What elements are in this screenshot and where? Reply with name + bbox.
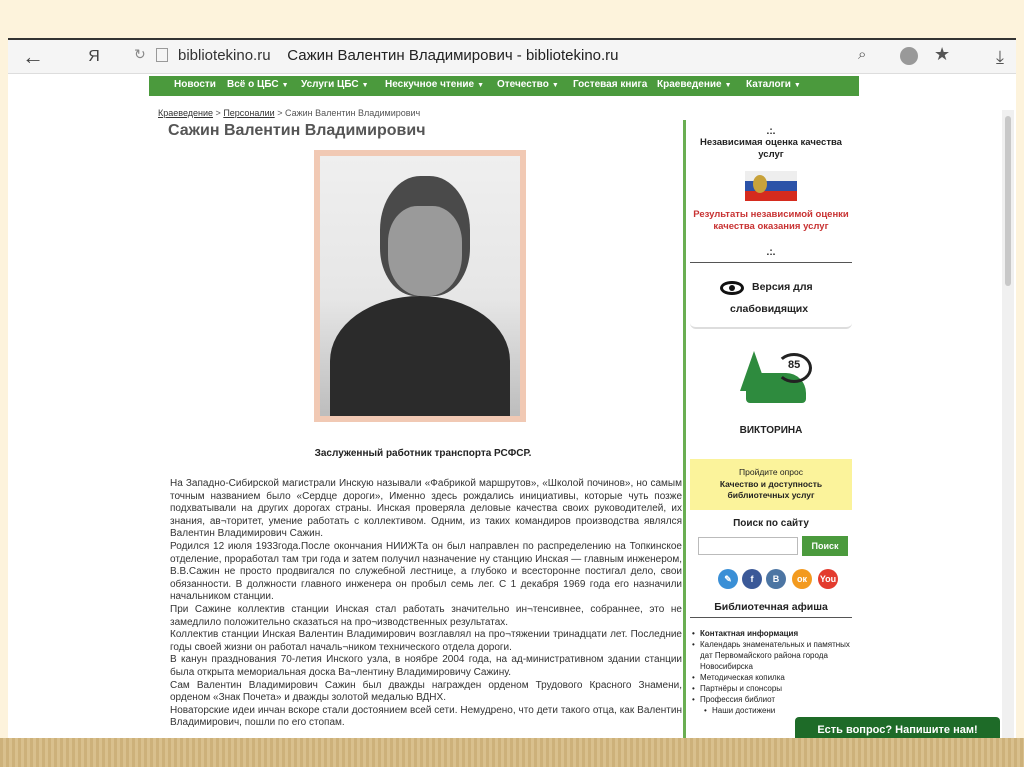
article-paragraph: Родился 12 июля 1933года.После окончания НИИЖТа он был направлен по распределению на Топкинское отделение, проработал там три года и затем получил назначение ну станцию Инская — главным инженером, В.В.Сажин не просто продвигался по служебной лестнице, а глубоко и всесторонне постигал дело, свои обязанности. В должности главного инженера он пробыл семь лег. С 1 декабря 1969 года его назначили начальником станции. [170, 540, 682, 603]
ask-question-button[interactable]: Есть вопрос? Напишите нам! [795, 717, 1000, 738]
article-paragraph: Новаторские идеи инчан вскоре стали достоянием всей сети. Немудрено, что дети такого отца, как Валентин Владимирович, пошли по его стопам. [170, 704, 682, 729]
quiz-banner[interactable] [690, 329, 852, 459]
article-paragraph: Коллектив станции Инская Валентин Владимирович возглавлял на про¬тяжении тринадцати лет. Последние годы своей жизни он работал началь¬ником технического отдела дороги. [170, 629, 682, 653]
nav-item-label: Услуги ЦБС [301, 79, 359, 90]
search-input[interactable] [698, 537, 798, 555]
page-scrollbar[interactable] [1002, 110, 1014, 738]
slide-top-band [0, 0, 1024, 38]
survey-line-2: Качество и доступность библиотечных услуг [719, 478, 823, 500]
zoom-icon[interactable]: ⌕ [858, 46, 867, 63]
youtube-icon[interactable]: You [818, 569, 838, 589]
main-nav [149, 76, 859, 96]
eye-icon [720, 281, 744, 295]
sidebar-link[interactable]: • Методическая копилка [690, 672, 852, 683]
nav-item-label: Отечество [497, 79, 549, 90]
globe-icon[interactable] [900, 47, 918, 65]
nav-item[interactable] [301, 79, 369, 90]
sidebar [690, 120, 852, 716]
sidebar-links [690, 628, 852, 716]
sidebar-link[interactable]: • Партнёры и спонсоры [690, 683, 852, 694]
download-icon[interactable]: ⤓ [996, 47, 1004, 67]
sidebar-link[interactable]: • Наши достижени [690, 705, 852, 716]
breadcrumb-link-persons[interactable]: Персоналии [223, 108, 275, 118]
russian-flag-icon[interactable] [745, 171, 797, 201]
address-bar[interactable] [128, 44, 1004, 70]
site-search [690, 533, 852, 559]
sidebar-dots: .:. [766, 247, 776, 258]
breadcrumb-link-local-history[interactable]: Краеведение [158, 108, 214, 118]
photo-caption: Заслуженный работник транспорта РСФСР. [314, 448, 532, 459]
slide-bottom-band [0, 738, 1024, 767]
chevron-down-icon: ▼ [551, 82, 559, 89]
back-arrow-icon[interactable]: ← [22, 44, 44, 69]
chevron-down-icon: ▼ [477, 82, 485, 89]
nav-item-label: Новости [174, 79, 216, 90]
nav-item-label: Гостевая книга [573, 79, 648, 90]
low-vision-label-1: Версия для [752, 281, 813, 293]
survey-line-1: Пройдите опрос [739, 467, 803, 477]
survey-banner[interactable] [690, 459, 852, 510]
portrait-face [388, 206, 462, 296]
browser-toolbar [8, 40, 1016, 74]
scrollbar-thumb[interactable] [1005, 116, 1011, 286]
article-paragraph: При Сажине коллектив станции Инская стал работать значительно ин¬тенсивнее, собраннее, это не замедлило положительно сказаться на про¬изводственных результатах. [170, 603, 682, 628]
sidebar-divider-line [690, 262, 852, 263]
article-text [170, 478, 682, 730]
chevron-down-icon: ▼ [361, 82, 369, 89]
low-vision-label-2: слабовидящих [730, 303, 809, 315]
nav-item[interactable] [657, 79, 732, 90]
breadcrumb-current: Сажин Валентин Владимирович [284, 108, 421, 118]
quiz-label: ВИКТОРИНА [739, 425, 803, 436]
browser-window [8, 38, 1016, 738]
social-links [690, 565, 852, 595]
sidebar-divider-line [690, 617, 852, 618]
sidebar-dots: .:. [766, 126, 776, 137]
address-title: Сажин Валентин Владимирович - bibliotekino.ru [287, 47, 619, 64]
yandex-button[interactable]: Я [88, 48, 100, 65]
nav-item-label: Каталоги [746, 79, 791, 90]
address-text[interactable] [178, 47, 619, 64]
bookmark-star-icon[interactable]: ★ [934, 44, 951, 64]
page-icon [156, 48, 168, 62]
portrait-photo [314, 150, 526, 422]
sidebar-link[interactable]: • Контактная информация [690, 628, 852, 639]
library-events-title[interactable]: Библиотечная афиша [714, 600, 828, 613]
sidebar-divider [683, 120, 686, 738]
portrait-image [320, 156, 520, 416]
reload-icon[interactable]: ↻ [134, 46, 146, 62]
breadcrumb-separator: > [277, 108, 283, 118]
nav-item[interactable] [385, 79, 484, 90]
facebook-icon[interactable]: f [742, 569, 762, 589]
site-search-title: Поиск по сайту [733, 517, 809, 529]
article-paragraph: Сам Валентин Владимирович Сажин был дважды награжден орденом Трудового Красного Знамени, орденом «Знак Почета» и дважды золотой медалью ВДНХ. [170, 679, 682, 704]
assessment-results-link[interactable]: Результаты независимой оценки качества оказания услуг [693, 209, 849, 232]
chevron-down-icon: ▼ [281, 82, 289, 89]
address-domain: bibliotekino.ru [178, 47, 271, 64]
page-title: Сажин Валентин Владимирович [168, 122, 426, 139]
vk-icon[interactable]: В [766, 569, 786, 589]
sidebar-link[interactable]: • Профессия библиот [690, 694, 852, 705]
chevron-down-icon: ▼ [724, 82, 732, 89]
article-paragraph: В канун празднования 70-летия Инского узла, в ноябре 2004 года, на ад-министративном здании станции была открыта мемориальная доска Ва¬лентину Владимировичу Сажину. [170, 654, 682, 678]
portrait-jacket [330, 296, 510, 416]
breadcrumb [158, 108, 420, 118]
article-paragraph: На Западно-Сибирской магистрали Инскую называли «Фабрикой маршрутов», «Школой починов», но самым точным названием было «Сердце дороги», Именно здесь рождались инициативы, которые чуть позже подхватывали на других дорогах страны. Инская проверяла деловые качества своих руководителей, их знания, ав¬торитет, умение работать с коллективом. Одним, из таких командиров производства являлся Валентин Владимирович Сажин. [170, 478, 682, 540]
nav-item[interactable] [497, 79, 559, 90]
odnoklassniki-icon[interactable]: ок [792, 569, 812, 589]
quiz-train-logo-icon [736, 351, 816, 411]
chevron-down-icon: ▼ [793, 82, 801, 89]
low-vision-version-button[interactable] [690, 267, 852, 329]
quiz-number: 85 [788, 359, 801, 371]
livejournal-icon[interactable]: ✎ [718, 569, 738, 589]
search-button[interactable]: Поиск [802, 536, 848, 556]
nav-item-label: Нескучное чтение [385, 79, 475, 90]
nav-item-label: Всё о ЦБС [227, 79, 279, 90]
nav-item-label: Краеведение [657, 79, 722, 90]
nav-item[interactable] [573, 79, 647, 90]
breadcrumb-separator: > [215, 108, 221, 118]
nav-item[interactable] [227, 79, 289, 90]
nav-item[interactable] [746, 79, 801, 90]
sidebar-link[interactable]: • Календарь знаменательных и памятных дат Первомайского района города Новосибирска [690, 639, 852, 672]
nav-item[interactable] [174, 79, 216, 90]
independent-assessment-title: Независимая оценка качества услуг [700, 137, 842, 160]
